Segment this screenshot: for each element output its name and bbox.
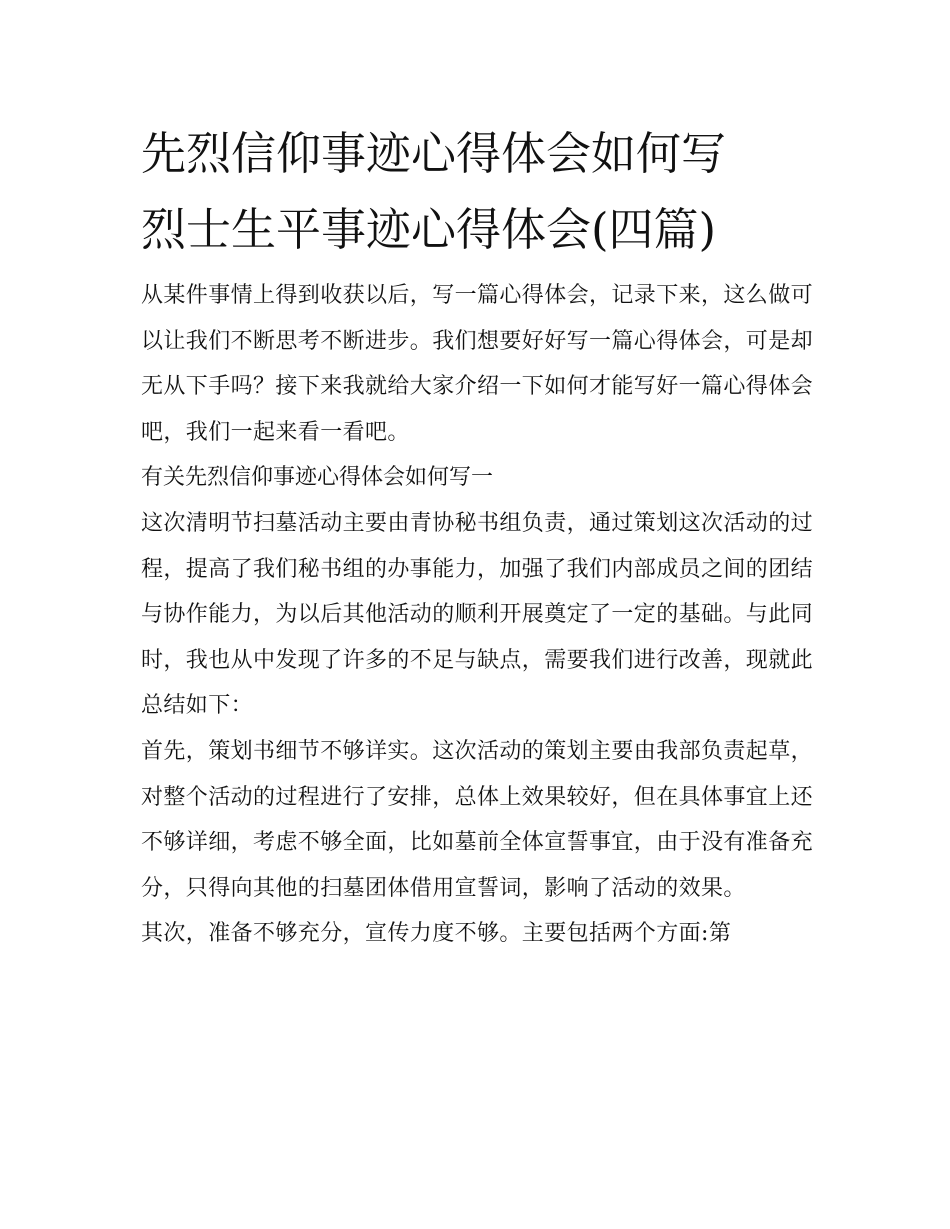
document-content: [141, 116, 813, 957]
section-heading: 有关先烈信仰事迹心得体会如何写一: [141, 465, 494, 491]
document-title: [141, 116, 813, 268]
intro-paragraph: 从某件事情上得到收获以后，写一篇心得体会，记录下来，这么做可以让我们不断思考不断进步。我们想要好好写一篇心得体会，可是却无从下手吗？接下来我就给大家介绍一下如何才能写好一篇心得体会吧，我们一起来看一看吧。: [141, 283, 814, 445]
body-paragraph-1: 这次清明节扫墓活动主要由青协秘书组负责，通过策划这次活动的过程，提高了我们秘书组的办事能力，加强了我们内部成员之间的团结与协作能力，为以后其他活动的顺利开展奠定了一定的基础。与此同时，我也从中发现了许多的不足与缺点，需要我们进行改善，现就此总结如下：: [141, 510, 814, 719]
body-paragraph-2: 首先，策划书细节不够详实。这次活动的策划主要由我部负责起草，对整个活动的过程进行了安排，总体上效果较好，但在具体事宜上还不够详细，考虑不够全面，比如墓前全体宣誓事宜，由于没有准备充分，只得向其他的扫墓团体借用宣誓词，影响了活动的效果。: [141, 738, 814, 901]
body-paragraph-3: 其次，准备不够充分，宣传力度不够。主要包括两个方面:第: [141, 921, 732, 947]
title-line-1: 先烈信仰事迹心得体会如何写: [141, 127, 727, 180]
title-line-2: 烈士生平事迹心得体会(四篇): [141, 203, 717, 256]
